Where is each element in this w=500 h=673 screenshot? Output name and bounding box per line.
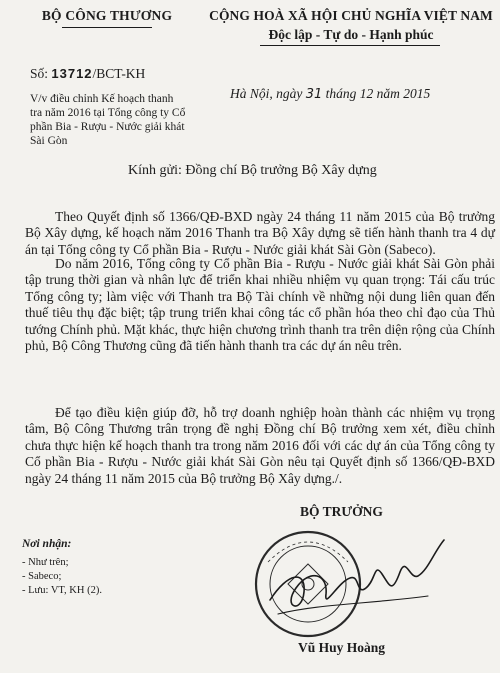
subject-line: V/v điều chỉnh Kế hoạch thanh — [30, 93, 174, 105]
place-suffix: tháng 12 năm 2015 — [325, 86, 431, 101]
number-prefix: Số: — [30, 66, 49, 81]
official-seal-and-signature — [248, 522, 458, 642]
document-subject — [30, 92, 220, 148]
salutation: Kính gửi: Đồng chí Bộ trưởng Bộ Xây dựng — [128, 163, 377, 178]
handwritten-signature — [270, 540, 444, 614]
subject-line: phần Bia - Rượu - Nước giải khát — [30, 121, 185, 133]
number-value: 13712 — [51, 66, 93, 81]
recipient-item: - Lưu: VT, KH (2). — [22, 585, 102, 596]
document-number — [30, 66, 145, 82]
ministry-underline — [62, 27, 152, 28]
signer-name: Vũ Huy Hoàng — [298, 640, 386, 655]
place-and-date — [230, 86, 430, 102]
ministry-name: BỘ CÔNG THƯƠNG — [41, 8, 173, 23]
official-seal-icon — [256, 532, 360, 636]
subject-line: tra năm 2016 tại Tổng công ty Cổ — [30, 107, 186, 119]
recipient-item: - Như trên; — [22, 557, 69, 568]
body-paragraph-2: Do năm 2016, Tổng công ty Cổ phần Bia - Rượu - Nước giải khát Sài Gòn phải tập trung thời gian và nhân lực để triển khai nhiều nhiệm vụ quan trọng: Tái cấu trúc Tổng công ty; làm việc với Thanh tra Bộ Tài chính về những nội dung liên quan đến thuế tiêu thụ đặc biệt; tập trung triển khai công tác cổ phần hóa theo chỉ đạo của Thủ tướng Chính phủ. Mặt khác, thực hiện chương trình thanh tra trên diện rộng của Chính phủ, Bộ Công Thương cũng đã tiến hành thanh tra các dự án nêu trên. — [25, 256, 495, 354]
recipient-item: - Sabeco; — [22, 571, 62, 582]
recipients-heading: Nơi nhận: — [22, 538, 72, 550]
motto-underline — [260, 45, 440, 46]
subject-line: Sài Gòn — [30, 135, 68, 147]
nation-title: CỘNG HOÀ XÃ HỘI CHỦ NGHĨA VIỆT NAM — [209, 8, 493, 23]
number-suffix: /BCT-KH — [92, 66, 146, 81]
national-motto: Độc lập - Tự do - Hạnh phúc — [268, 27, 434, 42]
body-paragraph-3: Để tạo điều kiện giúp đỡ, hỗ trợ doanh nghiệp hoàn thành các nhiệm vụ trọng tâm, Bộ Công Thương trân trọng đề nghị Đồng chí Bộ trưởng xem xét, điều chỉnh chưa thực hiện kế hoạch thanh tra trong năm 2016 đối với các dự án của Tổng công ty Cổ phần Bia - Rượu - Nước giải khát Sài Gòn nêu tại Quyết định số 1366/QĐ-BXD ngày 24 tháng 11 năm 2015 của Bộ trưởng Bộ Xây dựng./. — [25, 405, 495, 486]
handwritten-day: 31 — [305, 87, 323, 102]
signer-title: BỘ TRƯỞNG — [300, 504, 383, 519]
body-paragraph-1: Theo Quyết định số 1366/QĐ-BXD ngày 24 tháng 11 năm 2015 của Bộ trưởng Bộ Xây dựng, kế hoạch năm 2016 Thanh tra Bộ Xây dựng sẽ tiến hành thanh tra 4 dự án tại Tổng công ty Cổ phần Bia - Rượu - Nước giải khát Sài Gòn (Sabeco). — [25, 209, 495, 257]
place-prefix: Hà Nội, ngày — [230, 86, 303, 101]
recipients-list — [22, 556, 102, 598]
